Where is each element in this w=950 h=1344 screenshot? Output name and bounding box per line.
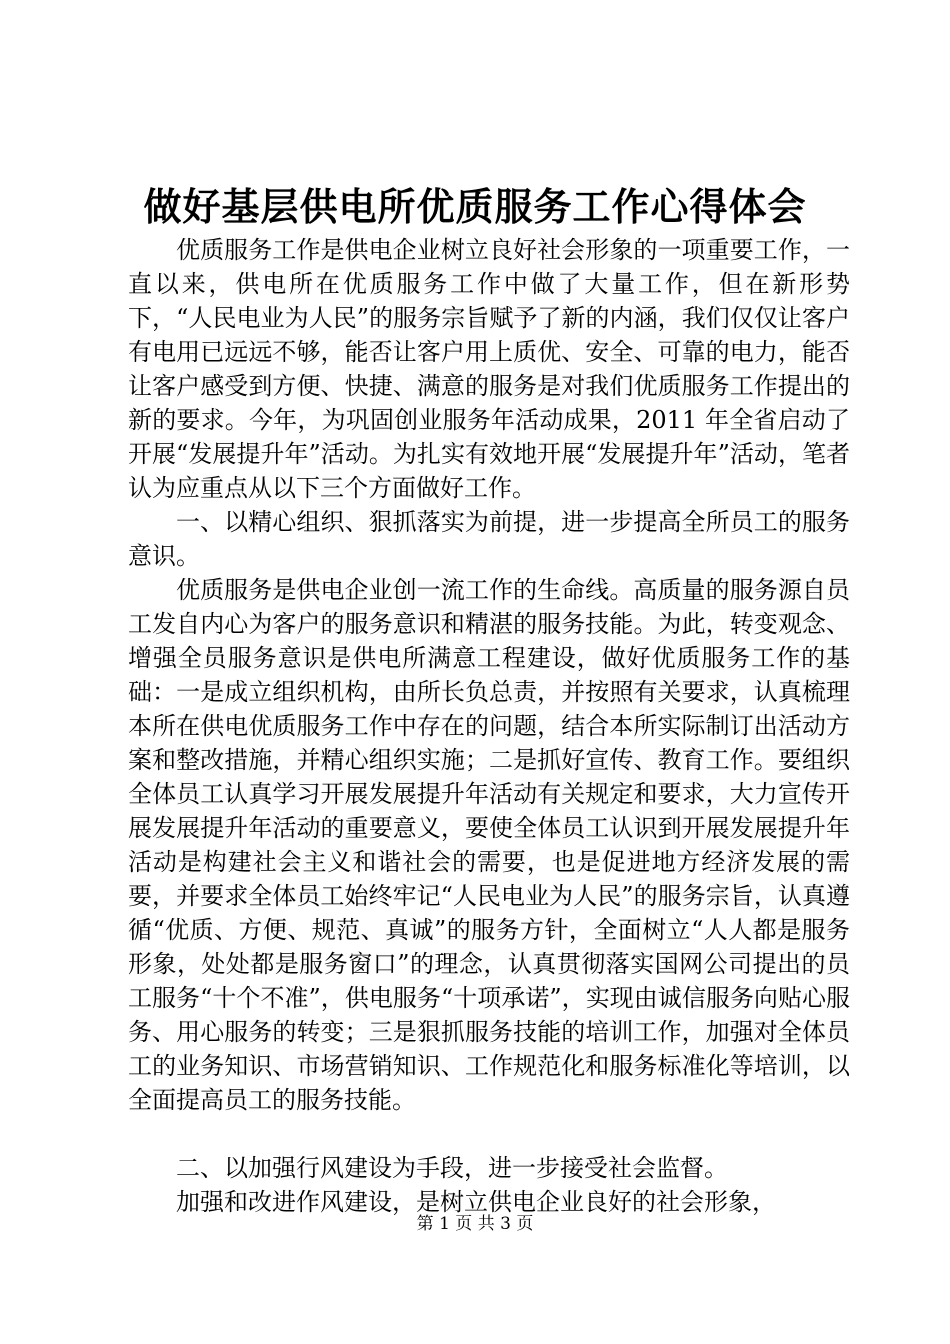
paragraph-section-2: 加强和改进作风建设，是树立供电企业良好的社会形象， [176, 1188, 776, 1216]
document-title: 做好基层供电所优质服务工作心得体会 [143, 184, 807, 229]
paragraph-intro: 优质服务工作是供电企业树立良好社会形象的一项重要工作，一直以来，供电所在优质服务工作中做了大量工作，但在新形势下，“人民电业为人民”的服务宗旨赋予了新的内涵，我们仅仅让客户有电用已远远不够，能否让客户用上质优、安全、可靠的电力，能否让客户感受到方便、快捷、满意的服务是对我们优质服务工作提出的新的要求。今年，为巩固创业服务年活动成果，2011 年全省启动了开展“发展提升年”活动。为扎实有效地开展“发展提升年”活动，笔者认为应重点从以下三个方面做好工作。 [128, 236, 850, 502]
paragraph-section-1: 优质服务是供电企业创一流工作的生命线。高质量的服务源自员工发自内心为客户的服务意识和精湛的服务技能。为此，转变观念、增强全员服务意识是供电所满意工程建设，做好优质服务工作的基础：一是成立组织机构，由所长负总责，并按照有关要求，认真梳理本所在供电优质服务工作中存在的问题，结合本所实际制订出活动方案和整改措施，并精心组织实施；二是抓好宣传、教育工作。要组织全体员工认真学习开展发展提升年活动有关规定和要求，大力宣传开展发展提升年活动的重要意义，要使全体员工认识到开展发展提升年活动是构建社会主义和谐社会的需要，也是促进地方经济发展的需要，并要求全体员工始终牢记“人民电业为人民”的服务宗旨，认真遵循“优质、方便、规范、真诚”的服务方针，全面树立“人人都是服务形象，处处都是服务窗口”的理念，认真贯彻落实国网公司提出的员工服务“十个不准”，供电服务“十项承诺”，实现由诚信服务向贴心服务、用心服务的转变；三是狠抓服务技能的培训工作，加强对全体员工的业务知识、市场营销知识、工作规范化和服务标准化等培训，以全面提高员工的服务技能。 [128, 576, 850, 1114]
document-body [128, 233, 850, 1219]
page-footer: 第 1 页 共 3 页 [416, 1214, 534, 1234]
section-heading-2: 二、以加强行风建设为手段，进一步接受社会监督。 [176, 1154, 728, 1182]
section-heading-1: 一、以精心组织、狠抓落实为前提，进一步提高全所员工的服务意识。 [128, 508, 850, 570]
